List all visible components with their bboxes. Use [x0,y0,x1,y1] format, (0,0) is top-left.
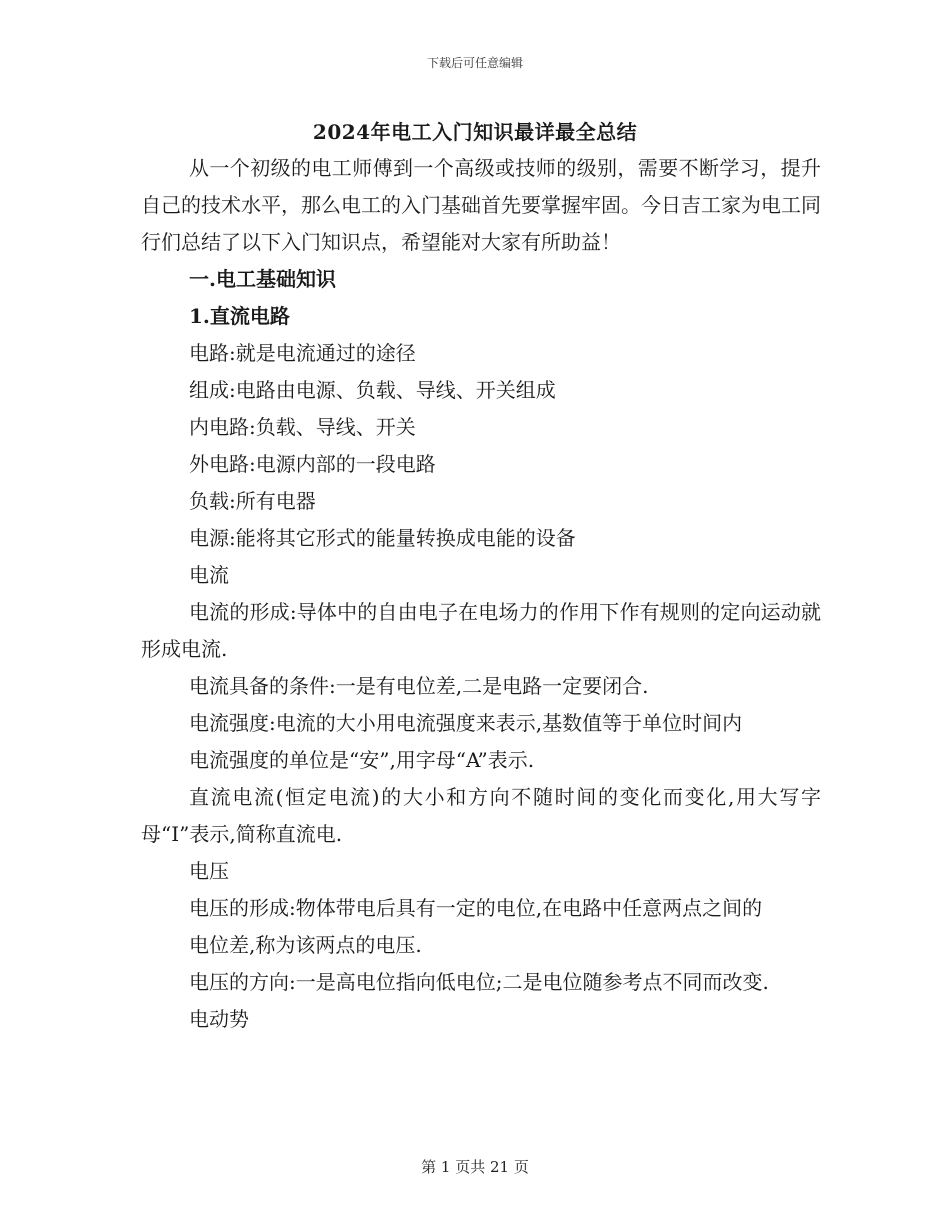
topic-label: 电动势 [189,1007,249,1031]
current-conditions-line: 电流具备的条件:一是有电位差,二是电路一定要闭合. [189,674,649,698]
definition-line: 负载:所有电器 [189,489,316,513]
section-heading: 一.电工基础知识 [189,267,336,291]
topic-label: 电流 [189,563,229,587]
current-formation-paragraph: 电流的形成:导体中的自由电子在电场力的作用下作有规则的定向运动就形成电流. [141,600,821,661]
definition-line: 外电路:电源内部的一段电路 [189,452,436,476]
topic-label: 电压 [189,859,229,883]
definition-line: 电源:能将其它形式的能量转换成电能的设备 [189,526,576,550]
subsection-heading: 1.直流电路 [189,304,290,328]
dc-current-paragraph: 直流电流(恒定电流)的大小和方向不随时间的变化而变化,用大写字母“I”表示,简称直流电. [141,785,821,846]
current-strength-line: 电流强度:电流的大小用电流强度来表示,基数值等于单位时间内 [189,711,743,735]
intro-paragraph: 从一个初级的电工师傅到一个高级或技师的级别，需要不断学习，提升自己的技术水平，那么电工的入门基础首先要掌握牢固。今日吉工家为电工同行们总结了以下入门知识点，希望能对大家有所助益！ [141,156,821,254]
definition-line: 电路:就是电流通过的途径 [189,341,416,365]
voltage-formation-paragraph: 电压的形成:物体带电后具有一定的电位,在电路中任意两点之间的 [189,896,763,920]
page-title: 2024年电工入门知识最详最全总结 [312,120,638,144]
definition-line: 组成:电路由电源、负载、导线、开关组成 [189,378,556,402]
document-body [141,150,821,1038]
definition-line: 内电路:负载、导线、开关 [189,415,416,439]
page-number: 第 1 页共 21 页 [421,1158,529,1176]
current-unit-line: 电流强度的单位是“安”,用字母“A”表示. [189,748,535,772]
header-note: 下载后可任意编辑 [426,56,523,70]
voltage-direction-paragraph: 电压的方向:一是高电位指向低电位;二是电位随参考点不同而改变. [189,970,769,994]
voltage-difference-line: 电位差,称为该两点的电压. [189,933,422,957]
